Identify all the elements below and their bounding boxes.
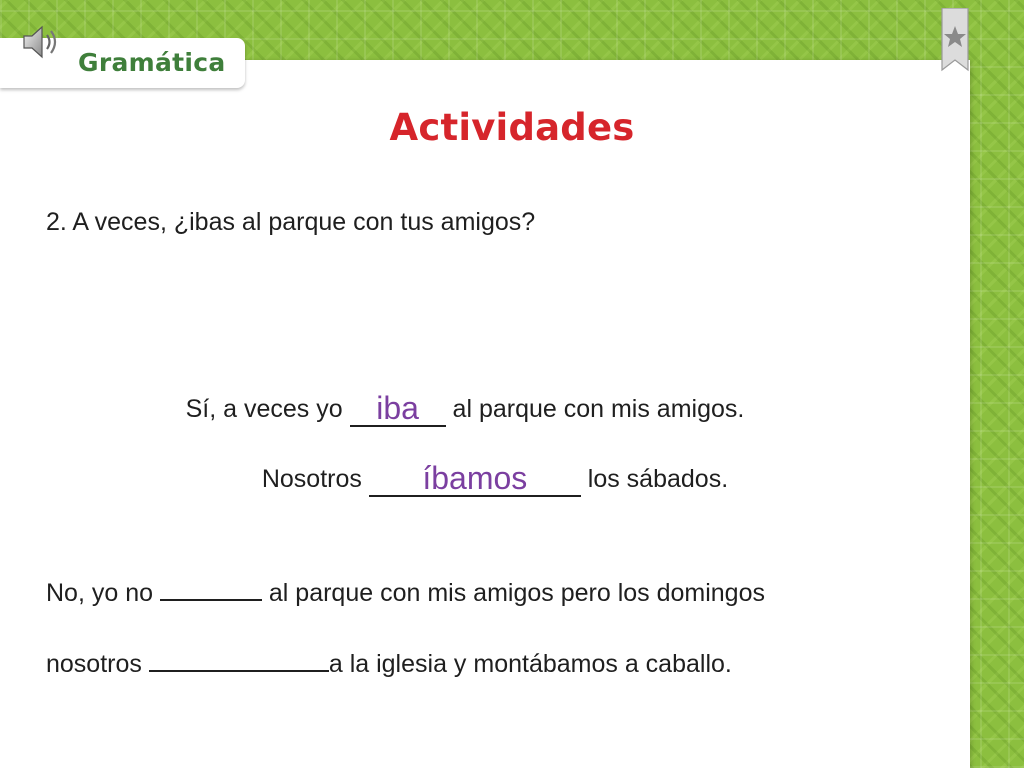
answer-no-line-1 <box>46 577 765 608</box>
answer-no-part-3: nosotros <box>46 650 149 678</box>
answer-yes-line-1 <box>0 390 930 426</box>
answer-no-line-2 <box>46 648 732 679</box>
bookmark-icon[interactable] <box>940 8 970 72</box>
answer-yes-line-2 <box>0 460 990 496</box>
speaker-icon[interactable] <box>20 20 64 64</box>
answer-no-part-1: No, yo no <box>46 579 160 607</box>
answer-yes-part-1: Sí, a veces yo <box>185 395 350 423</box>
answer-blank-4[interactable] <box>149 648 329 672</box>
activity-heading: Actividades <box>389 106 635 149</box>
answer-yes-part-4: los sábados. <box>580 465 729 493</box>
answer-blank-1[interactable]: iba <box>350 395 446 427</box>
section-tab-title: Gramática <box>78 48 226 77</box>
answer-no-part-4: a la iglesia y montábamos a caballo. <box>328 650 732 678</box>
answer-blank-2[interactable]: íbamos <box>369 465 581 497</box>
question-text: 2. A veces, ¿ibas al parque con tus amigos? <box>46 208 536 236</box>
answer-blank-3[interactable] <box>160 577 262 601</box>
answer-yes-part-2: al parque con mis amigos. <box>445 395 745 423</box>
answer-no-part-2: al parque con mis amigos pero los domingos <box>261 579 765 607</box>
answer-yes-part-3: Nosotros <box>261 465 369 493</box>
